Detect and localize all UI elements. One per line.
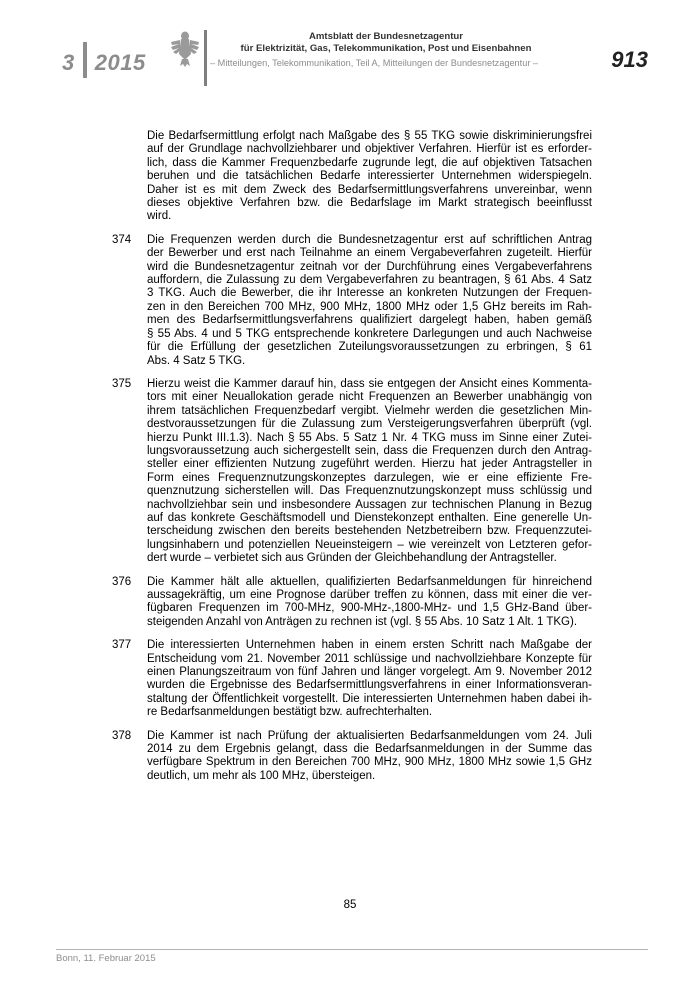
paragraph <box>112 234 592 368</box>
header-divider <box>204 30 207 86</box>
gazette-title <box>236 31 536 55</box>
text-line: Die Kammer hält alle aktuellen, qualifizierten Bedarfsanmeldungen für hinreichend <box>147 575 592 588</box>
text-line: auf das konkrete Geschäftsmodell und Dienstekonzept enthalten. Eine generelle Un- <box>147 511 592 524</box>
text-line: lungsinhabern und potenziellen Neueinsteigern – wie vereinzelt von Letzteren gefor- <box>147 538 592 551</box>
text-line: Die Kammer ist nach Prüfung der aktualisierten Bedarfsanmeldungen vom 24. Juli <box>147 729 592 742</box>
text-line: auffordern, die Zulassung zu dem Vergabeverfahren zu beantragen, § 61 Abs. 4 Satz <box>147 274 592 287</box>
paragraph <box>112 576 592 630</box>
paragraph-number: 376 <box>112 575 132 588</box>
footer-rule <box>56 949 648 950</box>
text-line: steller einer effizienten Nutzung zugeführt werden. Hierzu hat jeder Antragsteller in <box>147 458 592 471</box>
text-line: dert wurde – verbietet sich aus Gründen der Gleichbehandlung der Antragsteller. <box>147 552 557 565</box>
text-line: ihrem tatsächlichen Frequenzbedarf vergibt. Vielmehr werden die gesetzlichen Min- <box>147 404 592 417</box>
text-line: § 55 Abs. 4 und 5 TKG entsprechende konkretere Darlegungen und auch Nachweise <box>147 327 592 340</box>
gazette-title-line-1: Amtsblatt der Bundesnetzagentur <box>308 31 464 42</box>
text-line: lich, dass die Kammer Frequenzbedarfe zugrunde legt, die auf objektiven Tatsachen <box>147 156 592 169</box>
paragraph-text <box>147 130 592 224</box>
paragraph-number: 377 <box>112 639 132 652</box>
gazette-page-number: 913 <box>611 47 648 72</box>
paragraph-text <box>147 576 592 630</box>
text-line: einen Planungszeitraum von fünf Jahren und länger vorgelegt. Am 9. November 2012 <box>147 666 592 679</box>
text-line: quenznutzung sicherstellen will. Das Frequenznutzungskonzept muss schlüssig und <box>147 485 592 498</box>
text-line: Die interessierten Unternehmen haben in einem ersten Schritt nach Maßgabe der <box>147 639 592 652</box>
paragraph-number: 378 <box>112 729 132 742</box>
text-line: Die Bedarfsermittlung erfolgt nach Maßgabe des § 55 TKG sowie diskriminierungsfrei <box>147 130 592 142</box>
issue-year: 2015 <box>94 49 146 75</box>
text-line: Abs. 4 Satz 5 TKG. <box>147 354 246 367</box>
text-line: wurden die Ergebnisse des Bedarfsermittlungsverfahrens in einer Informationsveran- <box>147 679 592 692</box>
text-line: terscheidung zwischen den bereits bestehenden Netzbetreibern bzw. Frequenzzutei- <box>147 525 592 538</box>
paragraph-number: 375 <box>112 377 132 390</box>
paragraph-text <box>147 378 592 566</box>
text-line: destvoraussetzungen für die Zulassung zum Versteigerungsverfahren überprüft (vgl. <box>147 418 592 431</box>
issue-label <box>62 46 146 82</box>
paragraph <box>112 730 592 784</box>
paragraph <box>112 639 592 719</box>
text-line: aussagekräftig, um eine Prognose darüber treffen zu können, dass mit einer die ver- <box>147 589 592 601</box>
gazette-title-line-2: für Elektrizität, Gas, Telekommunikation, Post und Eisenbahnen <box>240 43 532 54</box>
text-line: wird die Bundesnetzagentur zeitnah vor der Durchführung eines Vergabeverfahrens <box>147 260 592 273</box>
paragraph-text <box>147 639 592 719</box>
text-line: men des Bedarfsermittlungsverfahrens qualifiziert dargelegt haben, haben gemäß <box>147 314 592 327</box>
text-line: steigenden Anzahl von Anträgen zu rechnen ist (vgl. § 55 Abs. 10 Satz 1 Alt. 1 TKG). <box>147 615 578 628</box>
footer-place-date: Bonn, 11. Februar 2015 <box>56 953 156 964</box>
text-line: nachvollziehbar sein und insbesondere Aussagen zur technischen Planung in Bezug <box>147 498 592 511</box>
text-line: Entscheidung vom 21. November 2011 schlüssige und nachvollziehbare Konzepte für <box>147 652 592 665</box>
text-line: 3 TKG. Auch die Bewerber, die ihr Interesse an konkreten Nutzungen der Frequen- <box>147 287 592 300</box>
text-line: re Bedarfsanmeldungen bestätigt bzw. aufrechterhalten. <box>147 706 433 719</box>
text-line: lungsvoraussetzung auch sichergestellt sein, dass die Frequenzen durch den Antrag- <box>147 444 592 457</box>
text-line: fügbaren Frequenzen im 700-MHz, 900-MHz-,1800-MHz- und 1,5 GHz-Band über- <box>147 602 592 615</box>
text-line: deutlich, um mehr als 100 MHz, übersteigen. <box>147 769 376 782</box>
gazette-section: – Mitteilungen, Telekommunikation, Teil A, Mitteilungen der Bundesnetzagentur – <box>210 58 539 68</box>
paragraph-text <box>147 730 592 784</box>
paragraph-number: 374 <box>112 233 132 246</box>
text-line: Hierzu weist die Kammer darauf hin, dass sie entgegen der Ansicht eines Kommenta- <box>147 377 592 390</box>
text-line: staltung der Öffentlichkeit vorgestellt. Die interessierten Unternehmen haben dabei ih- <box>147 692 592 705</box>
paragraph <box>112 130 592 224</box>
text-line: Daher ist es mit dem Zweck des Bedarfsermittlungsverfahrens unvereinbar, wenn <box>147 183 592 196</box>
issue-number: 3 <box>62 49 75 75</box>
text-line: wird. <box>147 210 172 223</box>
text-line: der Bewerber und erst nach Teilnahme an einem Vergabeverfahren zugeteilt. Hierfür <box>147 247 592 260</box>
text-line: tors mit einer Neuallokation gerade nicht Frequenzen an Bewerber unabhängig von <box>147 391 592 404</box>
document-body <box>112 130 592 793</box>
issue-separator <box>83 42 87 78</box>
text-line: beruhen und die tatsächlichen Bedarfe interessierter Unternehmen widerspiegeln. <box>147 170 592 183</box>
text-line: hierzu Punkt III.1.3). Nach § 55 Abs. 5 Satz 1 Nr. 4 TKG muss im Sinne einer Zutei- <box>147 431 592 444</box>
paragraph-text <box>147 234 592 368</box>
text-line: 2014 zu dem Ergebnis gelangt, dass die Bedarfsanmeldungen in der Summe das <box>147 743 592 756</box>
text-line: auf der Grundlage nachvollziehbarer und objektiver Verfahren. Hierfür ist es erforder- <box>147 143 592 156</box>
text-line: Die Frequenzen werden durch die Bundesnetzagentur erst auf schriftlichen Antrag <box>147 233 592 246</box>
paragraph-number <box>112 130 147 224</box>
text-line: zen in den Bereichen 700 MHz, 900 MHz, 1800 MHz oder 1,5 GHz bereits im Rah- <box>147 300 592 313</box>
page-number: 85 <box>343 899 357 911</box>
text-line: verfügbare Spektrum in den Bereichen 700 MHz, 900 MHz, 1800 MHz sowie 1,5 GHz <box>147 756 592 769</box>
text-line: Form eines Frequenznutzungskonzeptes darzulegen, wie er eine effiziente Fre- <box>147 471 592 484</box>
text-line: dieses objektive Verfahren bzw. die Bedarfslage im Markt strategisch beeinflusst <box>147 197 592 210</box>
text-line: für die Erfüllung der gesetzlichen Zuteilungsvoraussetzungen zu erbringen, § 61 <box>147 341 592 354</box>
paragraph <box>112 378 592 566</box>
federal-eagle-icon <box>170 30 200 68</box>
